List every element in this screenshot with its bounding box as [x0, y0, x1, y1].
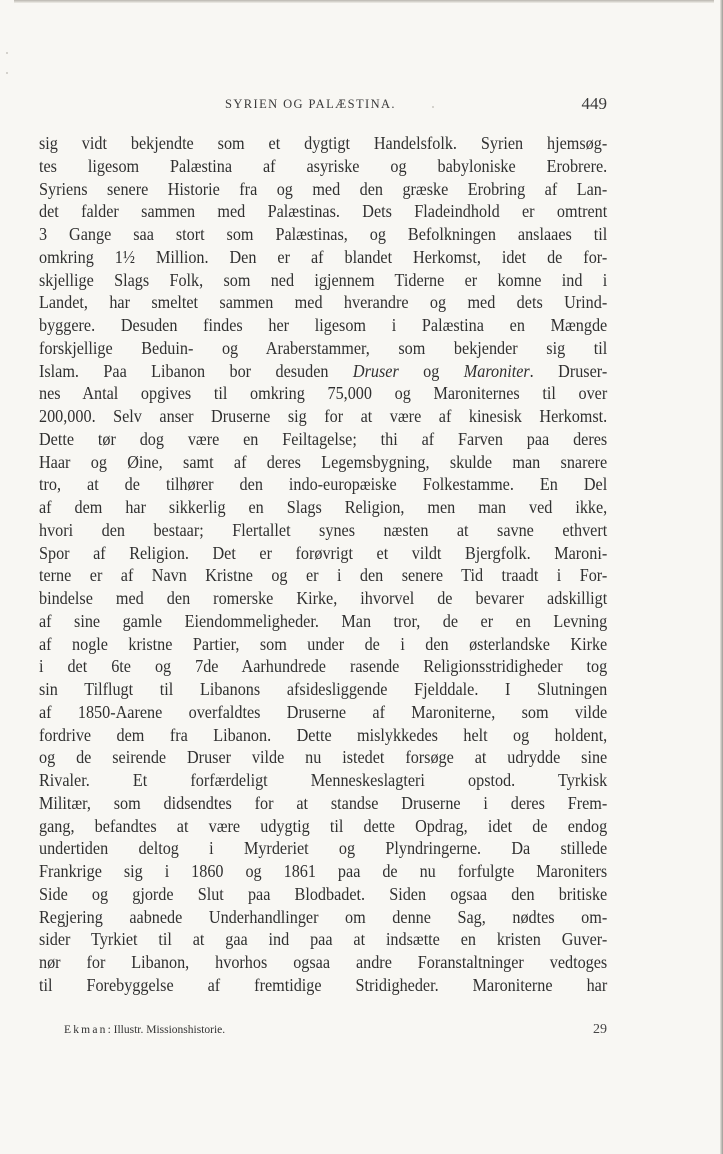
- text-line: i det 6te og 7de Aarhundrede rasende Religionsstridigheder tog: [39, 656, 608, 677]
- text-line: fordrive dem fra Libanon. Dette mislykkedes helt og holdent,: [39, 724, 608, 745]
- text-line: Frankrige sig i 1860 og 1861 paa de nu forfulgte Maroniters: [39, 861, 608, 881]
- text-line: Haar og Øine, samt af deres Legemsbygning, skulde man snarere: [39, 451, 608, 472]
- text-line: Militær, som didsendtes for at standse Druserne i deres Frem-: [39, 792, 608, 813]
- scan-speck: [6, 52, 8, 54]
- text-line: omkring 1½ Million. Den er af blandet Herkomst, idet de for-: [39, 246, 608, 267]
- text-line: 200,000. Selv anser Druserne sig for at være af kinesisk Herkomst.: [39, 406, 608, 426]
- text-line: Regjering aabnede Underhandlinger om denne Sag, nødtes om-: [39, 906, 608, 927]
- text-line-with-italics: [39, 360, 607, 383]
- text-line: af nogle kristne Partier, som under de i den østerlandske Kirke: [39, 633, 608, 654]
- scan-speck: [432, 106, 434, 108]
- text-line: tro, at de tilhører den indo-europæiske Folkestamme. En Del: [39, 474, 608, 495]
- text-line: bindelse med den romerske Kirke, ihvorvel de bevarer adskilligt: [39, 588, 608, 608]
- italic-term-maroniter: Maroniter: [463, 360, 530, 381]
- text-line: af 1850-Aarene overfaldtes Druserne af Maroniterne, som vilde: [39, 701, 608, 722]
- footer-book-signature: [64, 1024, 225, 1036]
- text-line: forskjellige Beduin- og Araberstammer, som bekjender sig til: [39, 337, 608, 358]
- text-line: nes Antal opgives til omkring 75,000 og Maroniternes til over: [39, 383, 608, 404]
- text-line: 3 Gange saa stort som Palæstinas, og Befolkningen anslaaes til: [39, 224, 608, 244]
- line-segment: Islam. Paa Libanon bor desuden: [39, 360, 353, 381]
- scan-speck: [6, 72, 8, 74]
- text-line: af sine gamle Eiendommeligheder. Man tror, de er en Levning: [39, 610, 608, 631]
- footer-title: Illustr. Missionshistorie.: [110, 1024, 226, 1036]
- line-segment: . Druser-: [529, 360, 608, 381]
- text-line: af dem har sikkerlig en Slags Religion, men man ved ikke,: [39, 497, 608, 517]
- italic-term-druser: Druser: [352, 360, 399, 381]
- running-head: [40, 94, 607, 116]
- page-footer: [64, 1022, 607, 1042]
- body-text: [39, 132, 607, 997]
- text-line: Landet, har smeltet sammen med hverandre og med dets Urind-: [39, 292, 608, 313]
- text-line: skjellige Slags Folk, som ned igjennem Tiderne er komne ind i: [39, 269, 608, 290]
- page-top-edge: [14, 0, 714, 3]
- text-line: hvori den bestaar; Flertallet synes næsten at savne ethvert: [39, 519, 608, 540]
- text-line: terne er af Navn Kristne og er i den senere Tid traadt i For-: [39, 565, 608, 586]
- text-line: og de seirende Druser vilde nu istedet forsøge at udrydde sine: [39, 747, 608, 768]
- text-line: Spor af Religion. Det er forøvrigt et vildt Bjergfolk. Maroni-: [39, 542, 608, 563]
- sheet-signature-number: 29: [593, 1022, 607, 1037]
- text-line: til Forebyggelse af fremtidige Stridigheder. Maroniterne har: [39, 974, 608, 995]
- text-line: tes ligesom Palæstina af asyriske og babyloniske Erobrere.: [39, 155, 608, 176]
- text-line: gang, befandtes at være udygtig til dette Opdrag, idet de endog: [39, 815, 608, 836]
- text-line: undertiden deltog i Myrderiet og Plyndringerne. Da stillede: [39, 838, 608, 859]
- text-line: Rivaler. Et forfærdeligt Menneskeslagteri opstod. Tyrkisk: [39, 770, 608, 790]
- text-line: sin Tilflugt til Libanons afsidesliggende Fjelddale. I Slutningen: [39, 679, 608, 699]
- text-line: byggere. Desuden findes her ligesom i Palæstina en Mængde: [39, 315, 608, 335]
- running-title: SYRIEN OG PALÆSTINA.: [225, 97, 396, 111]
- line-segment: og: [398, 360, 464, 381]
- text-line: sider Tyrkiet til at gaa ind paa at indsætte en kristen Guver-: [39, 929, 608, 950]
- text-line: Syriens senere Historie fra og med den græske Erobring af Lan-: [39, 178, 608, 199]
- text-line: Dette tør dog være en Feiltagelse; thi af Farven paa deres: [39, 428, 608, 449]
- text-line: sig vidt bekjendte som et dygtigt Handelsfolk. Syrien hjemsøg-: [39, 133, 608, 153]
- text-line: Side og gjorde Slut paa Blodbadet. Siden ogsaa den britiske: [39, 883, 608, 904]
- text-line: nør for Libanon, hvorhos ogsaa andre Foranstaltninger vedtoges: [39, 952, 608, 972]
- footer-author: Ekman: [64, 1024, 108, 1036]
- text-line: det falder sammen med Palæstinas. Dets Fladeindhold er omtrent: [39, 201, 608, 222]
- footer-author-colon: :: [107, 1024, 111, 1036]
- page-number: 449: [581, 94, 607, 113]
